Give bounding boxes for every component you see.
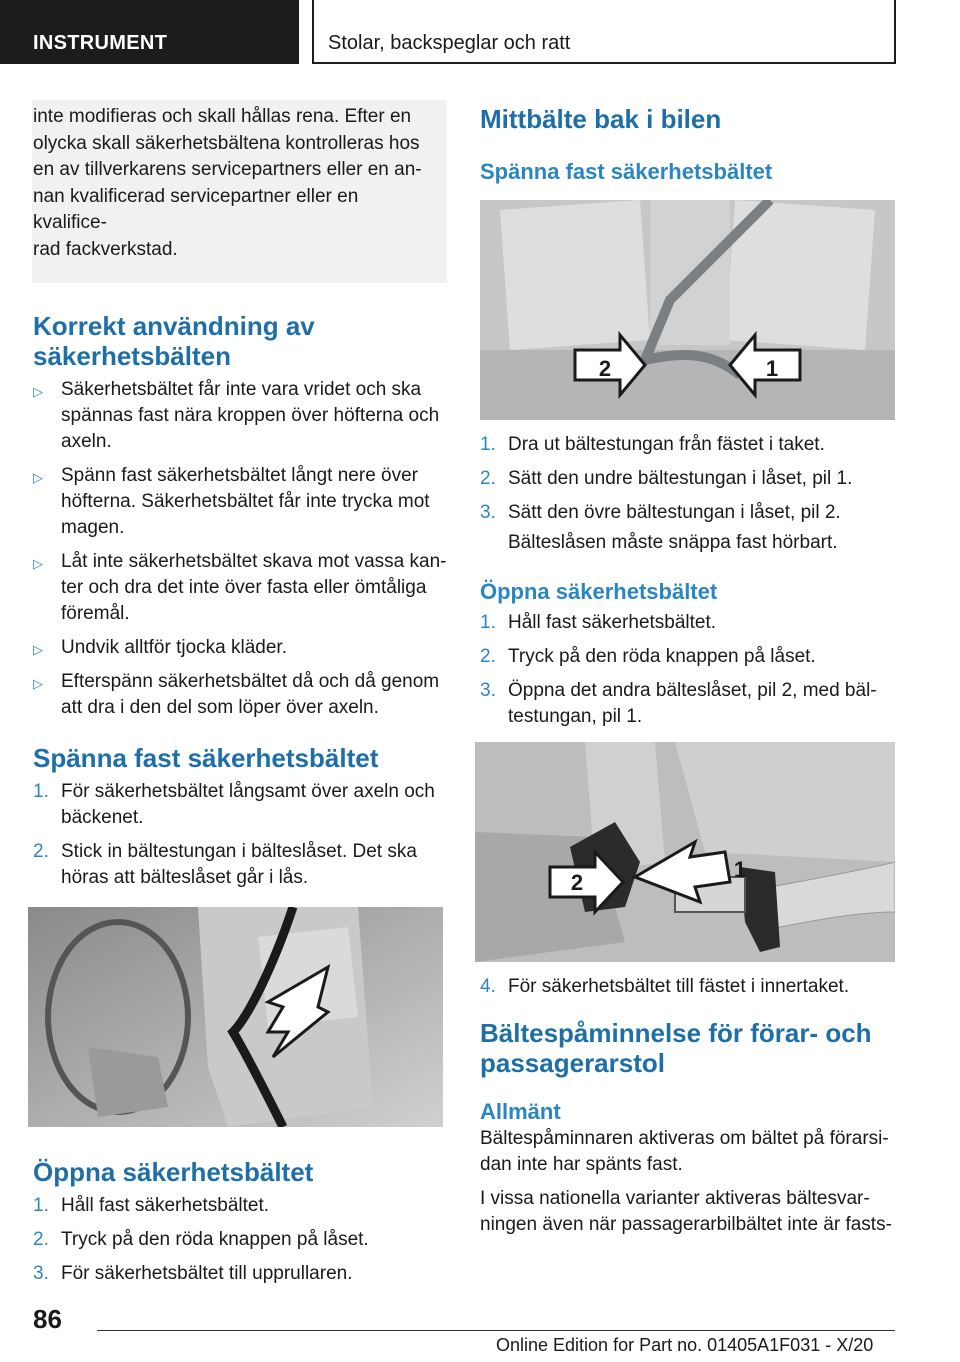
middle-open-steps	[480, 610, 895, 730]
reminder-paragraph: I vissa nationella varianter aktiveras bältesvar- ningen även när passagerarbilbältet inte är fasts-	[480, 1188, 892, 1235]
triangle-bullet-icon: ▷	[33, 556, 43, 571]
open-belt-heading: Öppna säkerhetsbältet	[33, 1157, 314, 1187]
right-column	[480, 100, 895, 1238]
list-item: 4. För säkerhetsbältet till fästet i innertaket.	[480, 976, 850, 997]
heading-line: Korrekt användning av	[33, 311, 315, 341]
safety-note-box	[32, 100, 447, 283]
list-item: 3. Sätt den övre bältestungan i låset, pil 2.	[480, 502, 841, 523]
middle-open-steps-cont	[480, 974, 895, 1000]
list-item: 3. Öppna det andra bälteslåset, pil 2, med bäl- testungan, pil 1.	[480, 680, 877, 727]
list-item: 2. Tryck på den röda knappen på låset.	[33, 1229, 369, 1250]
list-item: 1. För säkerhetsbältet långsamt över axeln och bäckenet.	[33, 781, 435, 828]
buckle-release-photo	[475, 742, 895, 962]
chapter-tab: INSTRUMENT	[0, 0, 299, 64]
list-item: 1. Håll fast säkerhetsbältet.	[33, 1195, 270, 1216]
triangle-bullet-icon: ▷	[33, 384, 43, 399]
heading-line: säkerhetsbälten	[33, 341, 231, 371]
triangle-bullet-icon: ▷	[33, 676, 43, 691]
list-item: 2. Stick in bältestungan i bälteslåset. Det ska höras att bälteslåset går i lås.	[33, 841, 417, 888]
middle-fasten-subheading: Spänna fast säkerhetsbältet	[480, 159, 773, 184]
general-subheading: Allmänt	[480, 1099, 561, 1124]
note-line: en av tillverkarens servicepartners eller en an-	[33, 159, 422, 180]
footer-divider	[97, 1330, 895, 1331]
middle-fasten-steps	[480, 432, 895, 526]
list-item: ▷ Spänn fast säkerhetsbältet långt nere över höfterna. Säkerhetsbältet får inte trycka mot magen.	[33, 465, 430, 538]
fasten-belt-heading: Spänna fast säkerhetsbältet	[33, 743, 379, 773]
reminder-heading	[480, 1018, 895, 1078]
photo-label-1: 1	[733, 857, 747, 882]
list-item: 3. För säkerhetsbältet till upprullaren.	[33, 1263, 353, 1284]
note-line: nan kvalificerad servicepartner eller en kvalifice-	[33, 185, 359, 233]
list-item: 2. Sätt den undre bältestungan i låset, pil 1.	[480, 468, 853, 489]
middle-open-subheading: Öppna säkerhetsbältet	[480, 579, 718, 604]
note-line: inte modifieras och skall hållas rena. Efter en	[33, 106, 412, 127]
note-line: rad fackverkstad.	[33, 238, 178, 260]
list-item: ▷ Säkerhetsbältet får inte vara vridet och ska spännas fast nära kroppen över höfterna och axeln.	[33, 379, 440, 452]
left-column	[33, 100, 447, 1295]
list-item: ▷ Efterspänn säkerhetsbältet då och då genom att dra i den del som löper över axeln.	[33, 671, 440, 718]
page-number: 86	[33, 1304, 62, 1334]
list-item: ▷ Undvik alltför tjocka kläder.	[33, 635, 447, 661]
fasten-note: Bälteslåsen måste snäppa fast hörbart.	[508, 532, 838, 553]
open-steps	[33, 1193, 447, 1287]
middle-belt-heading: Mittbälte bak i bilen	[480, 104, 722, 134]
correct-use-heading	[33, 311, 447, 371]
section-title: Stolar, backspeglar och ratt	[312, 0, 896, 64]
triangle-bullet-icon: ▷	[33, 470, 43, 485]
list-item: ▷ Låt inte säkerhetsbältet skava mot vassa kan- ter och dra det inte över fasta eller ömtåliga föremål.	[33, 551, 447, 624]
reminder-paragraph: Bältespåminnaren aktiveras om bältet på förarsi- dan inte har spänts fast.	[480, 1128, 889, 1175]
photo-label-2: 2	[598, 356, 612, 381]
triangle-bullet-icon: ▷	[33, 642, 43, 657]
correct-use-list	[33, 377, 447, 721]
list-item: 1. Dra ut bältestungan från fästet i taket.	[480, 434, 825, 455]
edition-footer: Online Edition for Part no. 01405A1F031 - X/20	[496, 1335, 874, 1355]
front-seat-belt-photo	[28, 907, 443, 1127]
heading-line: passagerarstol	[480, 1048, 665, 1078]
list-item: 2. Tryck på den röda knappen på låset.	[480, 646, 816, 667]
heading-line: Bältespåminnelse för förar- och	[480, 1018, 872, 1048]
photo-label-1: 1	[765, 356, 779, 381]
note-line: olycka skall säkerhetsbältena kontrolleras hos	[33, 132, 420, 154]
list-item: 1. Håll fast säkerhetsbältet.	[480, 612, 717, 633]
fasten-steps	[33, 779, 447, 891]
photo-label-2: 2	[570, 870, 584, 895]
rear-middle-belt-photo	[480, 200, 895, 420]
